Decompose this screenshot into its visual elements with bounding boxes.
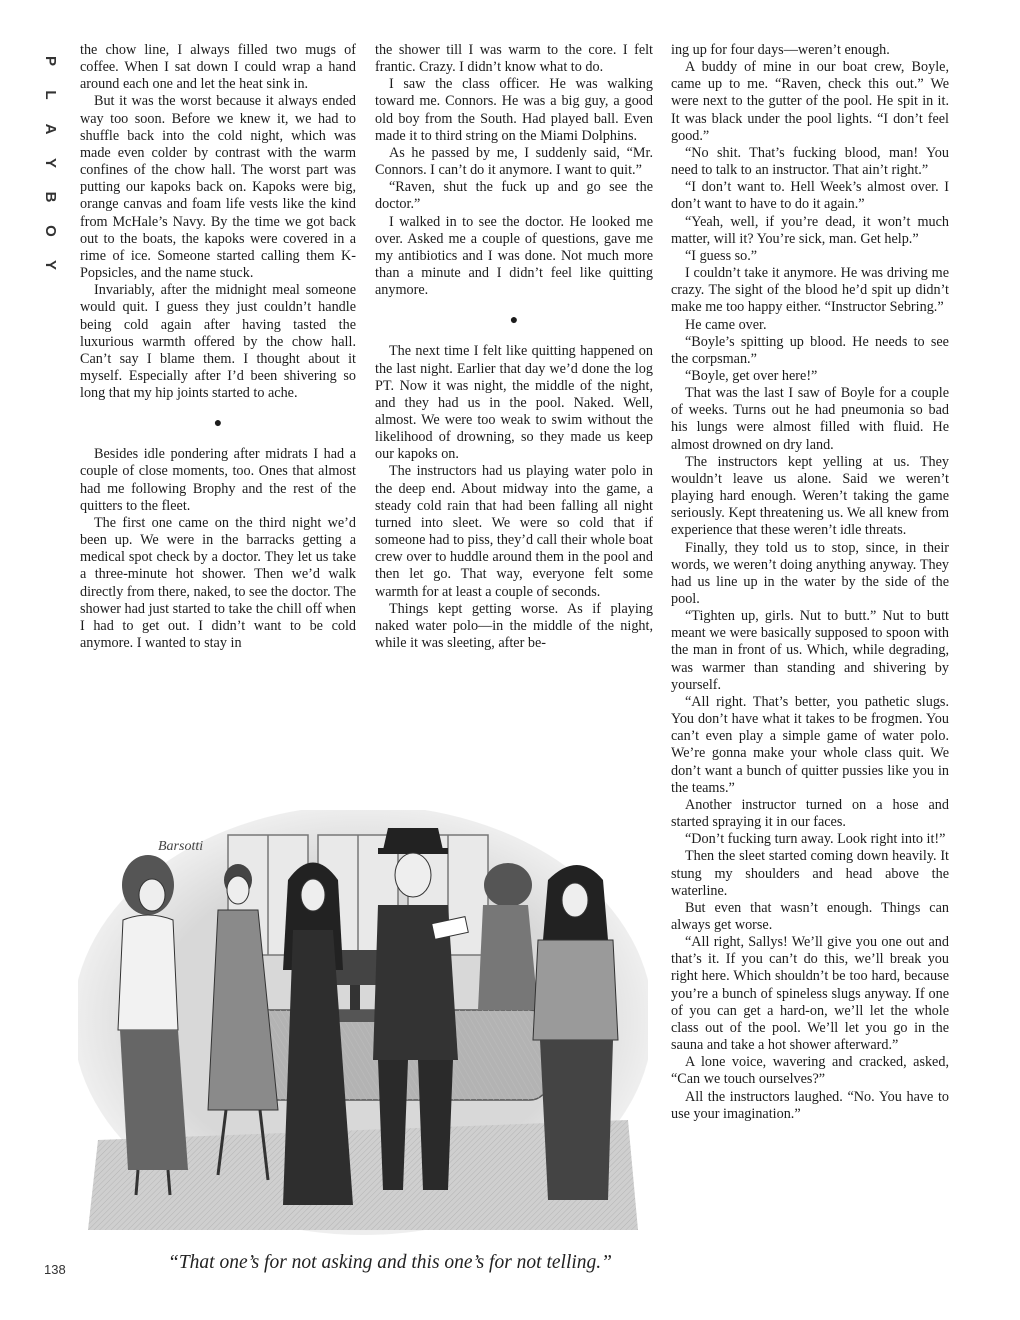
woman-figure <box>533 865 618 1200</box>
section-break-bullet: ● <box>213 416 223 432</box>
paragraph: The instructors had us playing water polo in the deep end. About midway into the game, a steady cold rain that had been falling all night turned into sleet. We were so cold that if someone had to piss, they’d call their whole boat crew over to huddle around them in the pool and then let go. That way, everyone felt some warmth for at least a couple of seconds. <box>375 463 653 600</box>
paragraph: ing up for four days—weren’t enough. <box>671 42 890 58</box>
paragraph: But it was the worst because it always ended way too soon. Before we knew it, we had to shuffle back into the cold night, which was made even colder by contrast with the warm confines of the chow hall. The worst part was putting our kapoks back on. Kapoks were big, orange canvas and foam life vests like the kind from McHale’s Navy. By the time we got back out to the boats, the kapoks were covered in a rime of ice. Someone started calling them K-Popsicles, and the name stuck. <box>80 93 356 282</box>
paragraph: The first one came on the third night we’d been up. We were in the barracks getting a medical spot check by a doctor. They let us take a three-minute hot shower. Then we’d walk directly from there, naked, to see the doctor. The shower had just started to take the chill off when I had to get out. I didn’t want to be cold anymore. I wanted to stay in <box>80 514 356 651</box>
section-break-bullet: ● <box>509 313 519 329</box>
paragraph: Another instructor turned on a hose and started spraying it in our faces. <box>671 796 949 831</box>
paragraph: I walked in to see the doctor. He looked me over. Asked me a couple of questions, gave me my antibiotics and I was done. Not much more than a minute and I didn’t feel like quitting anymore. <box>375 213 653 299</box>
running-head-letter: Y <box>42 157 59 168</box>
paragraph: The next time I felt like quitting happened on the last night. Earlier that day we’d done the log PT. Now it was night, the middle of the night, and they had us in the pool. Naked. Well, almost. We were too weak to swim without the likelihood of drowning, so they made us keep our kapoks on. <box>375 343 653 463</box>
running-head-letter: L <box>42 90 59 100</box>
text-column-2 <box>375 42 653 652</box>
text-column-3 <box>671 42 949 1123</box>
paragraph: “Yeah, well, if you’re dead, it won’t much matter, will it? You’re sick, man. Get help.” <box>671 213 949 247</box>
paragraph: But even that wasn’t enough. Things can always get worse. <box>671 899 949 933</box>
running-head-letter: Y <box>42 259 59 270</box>
paragraph: “I guess so.” <box>685 247 758 264</box>
paragraph: Then the sleet started coming down heavily. It stung my shoulders and head above the waterline. <box>671 848 949 899</box>
running-head-letter: O <box>42 225 59 237</box>
paragraph: Things kept getting worse. As if playing naked water polo—in the middle of the night, while it was sleeting, after be- <box>375 600 653 651</box>
paragraph: I couldn’t take it anymore. He was driving me crazy. The sight of the blood he’d spit up didn’t make me too happy either. “Instructor Sebring.” <box>671 265 949 316</box>
paragraph: I saw the class officer. He was walking toward me. Connors. He was a big guy, a good old boy from the South. Had played ball. Even made it to third string on the Miami Dolphins. <box>375 76 653 144</box>
paragraph: The instructors kept yelling at us. They wouldn’t leave us alone. Said we weren’t playing hard enough. Weren’t taking the game seriously. Kept threatening us. We all knew from experience that these weren’t idle threats. <box>671 453 949 539</box>
page-number: 138 <box>44 1262 66 1277</box>
paragraph: A lone voice, wavering and cracked, asked, “Can we touch ourselves?” <box>671 1054 949 1088</box>
running-head-letter: P <box>42 55 59 66</box>
cartoon-illustration <box>78 810 648 1236</box>
paragraph: “Boyle, get over here!” <box>685 367 818 384</box>
paragraph: A buddy of mine in our boat crew, Boyle, came up to me. “Raven, check this out.” We were next to the gutter of the pool. He spit in it. It was black under the pool lights. “I don’t feel good.” <box>671 59 949 144</box>
paragraph: “Boyle’s spitting up blood. He needs to see the corpsman.” <box>671 333 949 367</box>
paragraph: Invariably, after the midnight meal someone would quit. I guess they just couldn’t handle being cold again after having tasted the luxurious warmth offered by the chow hall. Can’t say I blame them. I thought about it myself. Especially after I’d been shivering so long that my hip joints started to ache. <box>80 282 356 402</box>
paragraph: As he passed by me, I suddenly said, “Mr. Connors. I can’t do it anymore. I want to quit.” <box>375 144 653 179</box>
paragraph: the chow line, I always filled two mugs of coffee. When I sat down I could wrap a hand around each one and let the heat sink in. <box>80 42 356 93</box>
paragraph: “All right. That’s better, you pathetic slugs. You don’t have what it takes to be frogmen. You can’t even play a simple game of water polo. We’re gonna make your whole class quit. We don’t want a bunch of quitter pussies like you in the teams.” <box>671 693 949 796</box>
woman-figure <box>478 863 538 1010</box>
paragraph: Finally, they told us to stop, since, in their words, we weren’t doing anything anyway. They had us line up in the water by the side of the pool. <box>671 539 949 607</box>
paragraph: Besides idle pondering after midrats I had a couple of close moments, too. Ones that almost had me following Brophy and the rest of the quitters to the fleet. <box>80 446 356 514</box>
paragraph: That was the last I saw of Boyle for a couple of weeks. Turns out he had pneumonia so bad his lungs were almost filled with fluid. He almost drowned on dry land. <box>671 385 949 453</box>
text-column-1 <box>80 42 356 652</box>
paragraph: He came over. <box>685 316 767 333</box>
paragraph: “Don’t fucking turn away. Look right into it!” <box>685 831 946 848</box>
cartoon-caption: “That one’s for not asking and this one’s for not telling.” <box>167 1252 613 1273</box>
paragraph: “Tighten up, girls. Nut to butt.” Nut to butt meant we were basically supposed to spoon with the man in front of us. Which, while degrading, was warmer than standing and shivering by yourself. <box>671 608 949 693</box>
paragraph: “I don’t want to. Hell Week’s almost over. I don’t want to have to do it again.” <box>671 179 949 213</box>
paragraph: “No shit. That’s fucking blood, man! You need to talk to an instructor. That ain’t right.” <box>671 144 949 179</box>
running-head-letter: B <box>42 191 59 203</box>
paragraph: “Raven, shut the fuck up and go see the doctor.” <box>375 179 653 213</box>
paragraph: All the instructors laughed. “No. You have to use your imagination.” <box>671 1088 949 1122</box>
running-head <box>38 44 62 284</box>
paragraph: “All right, Sallys! We’ll give you one out and that’s it. If you can’t do this, we’ll break you right here. Which shouldn’t be too hard, because you’re a bunch of spineless slugs anyway. If one of you can get a hard-on, we’ll let the whole class out of the pool. We’ll let you go in the sauna and take a hot shower afterward.” <box>671 934 949 1054</box>
running-head-letter: A <box>42 123 59 135</box>
cartoon-signature: Barsotti <box>158 839 204 854</box>
paragraph: the shower till I was warm to the core. I felt frantic. Crazy. I didn’t know what to do. <box>375 42 653 76</box>
